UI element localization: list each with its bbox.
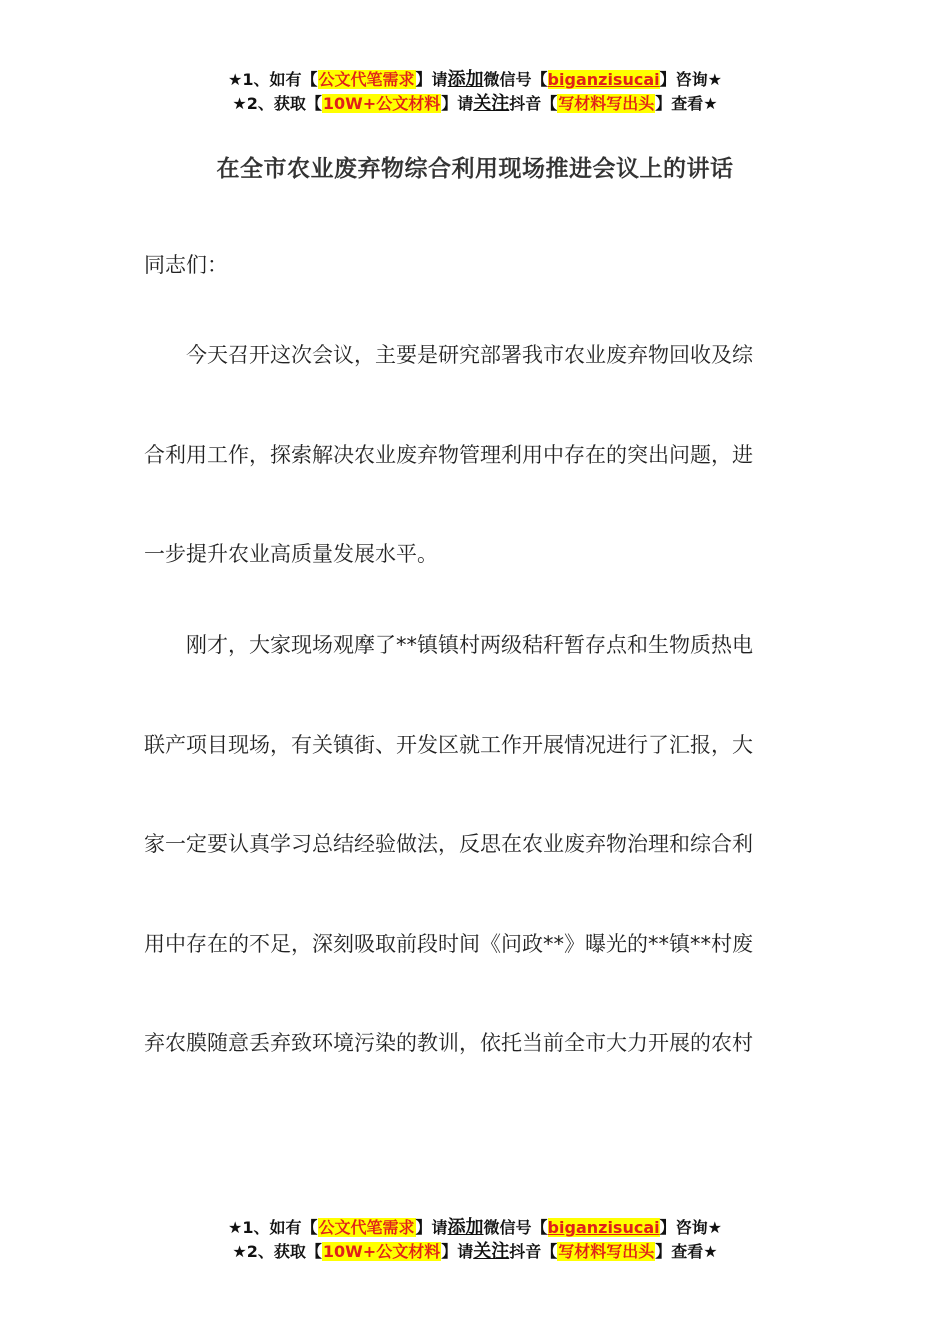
emphasis-add: 添加 xyxy=(447,69,484,90)
banner-text: ★2、获取【 xyxy=(232,1242,322,1261)
banner-text: 】咨询★ xyxy=(659,70,722,89)
highlight-douyin: 写材料写出头 xyxy=(558,1242,655,1261)
banner-text: 】请 xyxy=(415,70,448,89)
highlight-service: 公文代笔需求 xyxy=(318,1218,415,1237)
document-title: 在全市农业废弃物综合利用现场推进会议上的讲话 xyxy=(216,156,734,182)
paragraph-line: 合利用工作，探索解决农业废弃物管理利用中存在的突出问题，进 xyxy=(144,442,753,467)
salutation: 同志们： xyxy=(144,253,228,277)
wechat-id-link[interactable]: biganzisucai xyxy=(547,70,660,89)
highlight-materials: 10W+公文材料 xyxy=(322,1242,441,1261)
banner-line-1 xyxy=(0,68,950,92)
paragraph-line: 家一定要认真学习总结经验做法，反思在农业废弃物治理和综合利 xyxy=(144,832,753,856)
paragraph-line: 一步提升农业高质量发展水平。 xyxy=(144,542,438,566)
banner-text: 抖音【 xyxy=(509,94,558,113)
banner-text: ★1、如有【 xyxy=(228,1218,318,1237)
banner-text: ★2、获取【 xyxy=(232,94,322,113)
highlight-service: 公文代笔需求 xyxy=(318,70,415,89)
top-banner xyxy=(0,68,950,116)
banner-text: 】查看★ xyxy=(655,94,718,113)
banner-text: 】查看★ xyxy=(655,1242,718,1261)
bottom-banner xyxy=(0,1216,950,1264)
wechat-id-link[interactable]: biganzisucai xyxy=(547,1218,660,1237)
emphasis-add: 添加 xyxy=(447,1217,484,1238)
banner-line-2 xyxy=(0,1240,950,1264)
banner-text: 】请 xyxy=(441,94,474,113)
banner-text: 】请 xyxy=(415,1218,448,1237)
emphasis-follow: 关注 xyxy=(473,93,510,114)
paragraph-1 xyxy=(144,306,808,605)
highlight-douyin: 写材料写出头 xyxy=(558,94,655,113)
banner-text: ★1、如有【 xyxy=(228,70,318,89)
banner-text: 微信号【 xyxy=(483,1218,548,1237)
paragraph-line: 联产项目现场，有关镇街、开发区就工作开展情况进行了汇报，大 xyxy=(144,732,753,757)
banner-text: 】请 xyxy=(441,1242,474,1261)
paragraph-line: 今天召开这次会议，主要是研究部署我市农业废弃物回收及综 xyxy=(144,343,753,367)
banner-line-2 xyxy=(0,92,950,116)
banner-text: 微信号【 xyxy=(483,70,548,89)
banner-text: 抖音【 xyxy=(509,1242,558,1261)
paragraph-line: 弃农膜随意丢弃致环境污染的教训，依托当前全市大力开展的农村 xyxy=(144,1031,753,1055)
banner-line-1 xyxy=(0,1216,950,1240)
highlight-materials: 10W+公文材料 xyxy=(322,94,441,113)
paragraph-line: 刚才，大家现场观摩了**镇镇村两级秸秆暂存点和生物质热电 xyxy=(144,633,753,657)
emphasis-follow: 关注 xyxy=(473,1241,510,1262)
paragraph-2 xyxy=(144,596,808,1094)
paragraph-line: 用中存在的不足，深刻吸取前段时间《问政**》曝光的**镇**村废 xyxy=(144,931,753,956)
banner-text: 】咨询★ xyxy=(659,1218,722,1237)
